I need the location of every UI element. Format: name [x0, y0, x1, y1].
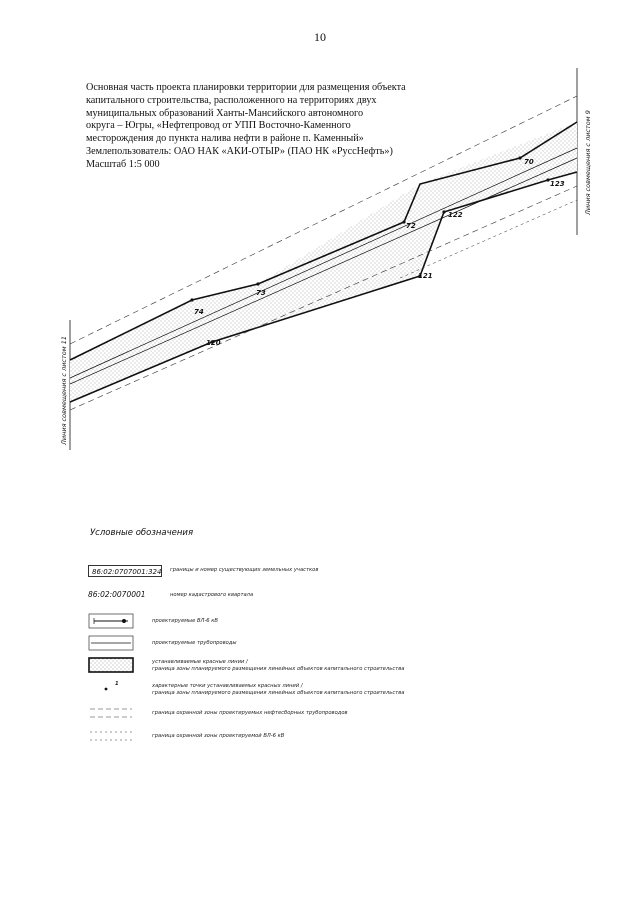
point-74 [190, 298, 193, 301]
scale-line: Масштаб 1:5 000 [86, 158, 160, 170]
point-label-122: 122 [448, 211, 463, 219]
legend-text: устанавливаемые красные линии / [152, 659, 248, 665]
legend-item-power-zone [88, 727, 408, 745]
title-line: округа – Югры, «Нефтепровод от УПП Восточно-Каменного [86, 120, 351, 132]
legend-item-quarter [88, 587, 408, 605]
point-122 [442, 210, 445, 213]
title-line: месторождения до пункта налива нефти в районе п. Каменный» [86, 133, 364, 145]
legend-item-points [88, 680, 428, 698]
match-line-left-label: Линия совмещения с листом 11 [60, 335, 68, 445]
red-lines-zone-symbol [88, 656, 134, 674]
planning-zone-area [70, 122, 577, 402]
power-line-symbol [88, 612, 134, 630]
title-line: Основная часть проекта планировки территории для размещения объекта [86, 82, 406, 93]
legend-item-pipeline [88, 634, 408, 652]
legend-item-parcel [88, 562, 408, 580]
title-line: капитального строительства, расположенного на территориях двух [86, 94, 377, 106]
legend-item-pipeline-zone [88, 704, 408, 722]
pipeline-2 [70, 158, 577, 384]
point-label-123: 123 [550, 180, 565, 188]
page-number: 10 [314, 30, 326, 44]
point-marker-label: 1 [115, 681, 119, 687]
parcel-code-box: 86:02:0707001:324 [88, 565, 162, 577]
title-line: муниципальных образований Ханты-Мансийского автономного [86, 107, 364, 119]
pipeline-1 [70, 145, 577, 378]
power-zone-symbol [88, 727, 134, 745]
legend-text: характерные точки устанавливаемых красных линий / [152, 683, 303, 689]
legend-text: граница зоны планируемого размещения линейных объектов капитального строительства [152, 690, 405, 696]
land-user-line: Землепользователь: ОАО НАК «АКИ-ОТЫР» (ПАО НК «РуссНефть») [86, 145, 393, 157]
legend-title: Условные обозначения [90, 528, 194, 538]
legend-text: границы и номер существующих земельных участков [170, 567, 319, 573]
point-73 [256, 282, 259, 285]
point-label-72: 72 [406, 222, 416, 230]
legend-text: номер кадастрового квартала [170, 592, 254, 598]
pipeline-symbol [88, 634, 134, 652]
quarter-code: 86:02:0070001 [88, 590, 146, 599]
match-line-right-label: Линия совмещения с листом 9 [584, 110, 592, 215]
legend-text: граница охранной зоны проектируемых нефтесборных трубопроводов [152, 710, 348, 716]
point-label-74: 74 [194, 308, 204, 316]
legend-text: проектируемые ВЛ-6 кВ [152, 618, 218, 624]
point-label-70: 70 [524, 158, 534, 166]
point-label-120: 120 [206, 339, 221, 347]
pipeline-zone-symbol [88, 704, 134, 722]
point-label-121: 121 [418, 272, 433, 280]
point-label-73: 73 [256, 289, 266, 297]
point-70 [518, 156, 521, 159]
legend-text: проектируемые трубопроводы [152, 640, 237, 646]
legend-text: граница охранной зоны проектируемой ВЛ-6 кВ [152, 733, 285, 739]
legend-text: граница зоны планируемого размещения линейных объектов капитального строительства [152, 666, 405, 672]
characteristic-point-symbol [88, 680, 134, 698]
legend-item-power-line [88, 612, 408, 630]
legend-item-red-lines [88, 656, 428, 674]
